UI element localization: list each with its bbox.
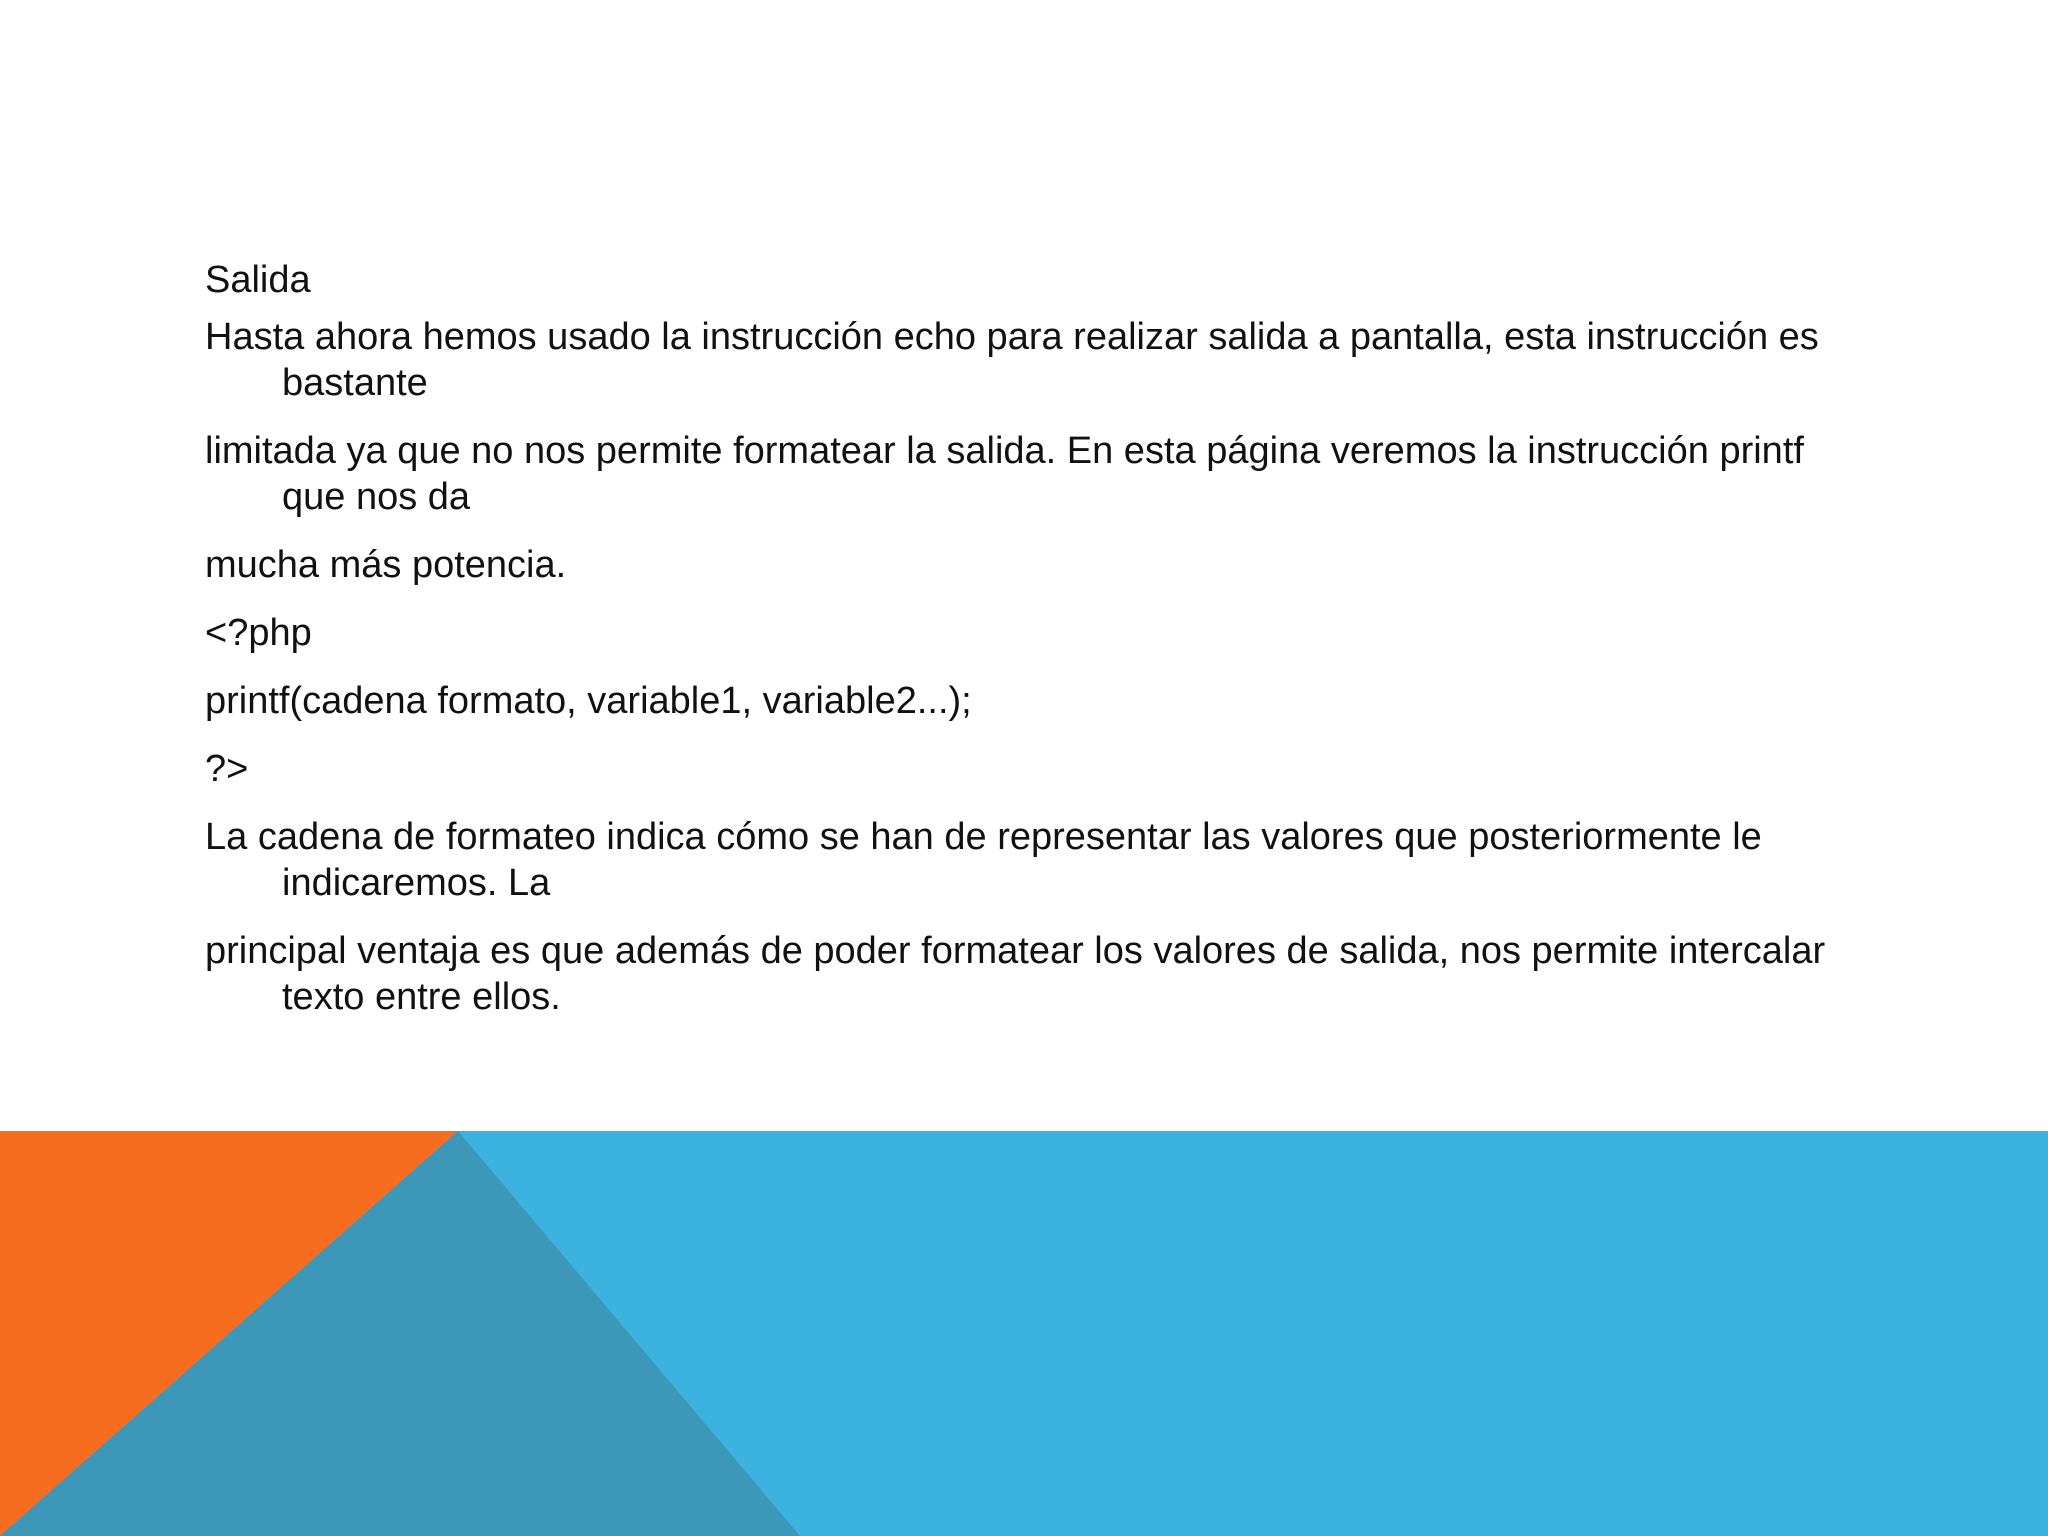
footer-shapes <box>0 1131 2048 1536</box>
slide-content <box>205 252 1865 1042</box>
paragraph-1: Hasta ahora hemos usado la instrucción echo para realizar salida a pantalla, esta instrucción es bastante <box>205 316 1819 404</box>
paragraph-4: La cadena de formateo indica cómo se han de representar las valores que posteriormente le indicaremos. La <box>205 816 1762 904</box>
code-line-open-tag: <?php <box>205 612 312 654</box>
decorative-footer-band <box>0 1131 2048 1536</box>
paragraph-5: principal ventaja es que además de poder formatear los valores de salida, nos permite intercalar texto entre ellos. <box>205 930 1826 1018</box>
paragraph-3: mucha más potencia. <box>205 544 567 586</box>
paragraph-2: limitada ya que no nos permite formatear la salida. En esta página veremos la instrucción printf que nos da <box>205 430 1804 518</box>
code-line-close-tag: ?> <box>205 748 249 790</box>
code-line-printf: printf(cadena formato, variable1, variable2...); <box>205 680 972 722</box>
slide-heading: Salida <box>205 259 311 301</box>
